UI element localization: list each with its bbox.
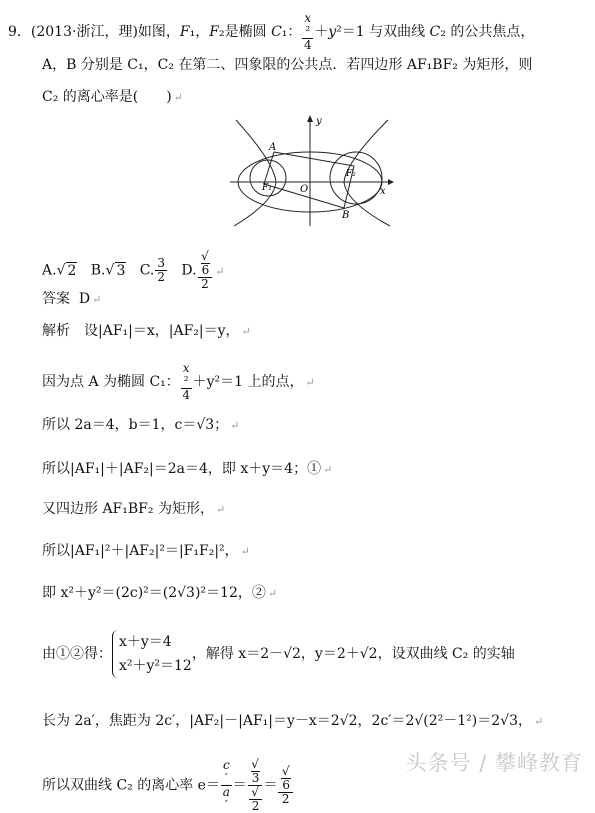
options-line: A.√ 2 B.√ 3 C. $\frac{3}{2}$ D. √ 6 2 ↵: [42, 249, 225, 291]
fraction-root3-over-root2: √ 3 √ 2: [248, 758, 263, 813]
watermark: 头条号 / 攀峰教育: [405, 751, 583, 775]
option-c-fraction: $\frac{3}{2}$: [157, 256, 166, 284]
solution-line-5: 又四边形 AF₁BF₂ 为矩形， ↵: [42, 501, 226, 517]
solution-line-3: 所以 2a＝4，b＝1，c＝√3； ↵: [42, 417, 240, 433]
option-d-fraction: √ 6 2: [198, 250, 213, 291]
x-axis-arrow: [388, 179, 394, 185]
label-f2: F₂: [346, 169, 356, 179]
equation-system: x＋y＝4 x²＋y²＝12: [112, 630, 192, 678]
label-o: O: [300, 184, 309, 195]
label-a: A: [269, 142, 277, 153]
label-b: B: [342, 210, 350, 221]
solution-line-1: 解析 设|AF₁|＝x，|AF₂|＝y， ↵: [42, 323, 251, 339]
answer-line: 答案 D ↵: [42, 291, 102, 307]
solution-fraction-x2-over-4: x ² 4: [182, 361, 190, 402]
label-f1: F₁: [262, 183, 272, 193]
ellipse-hyperbola-figure: [228, 110, 398, 230]
fraction-x2-over-4: x ² 4: [303, 11, 312, 52]
label-y: y: [316, 116, 322, 127]
y-axis-arrow: [307, 115, 313, 122]
solution-line-7: 即 x²＋y²＝(2c)²＝(2√3)²＝12，② ↵: [42, 585, 278, 601]
solution-line-6: 所以|AF₁|²＋|AF₂|²＝|F₁F₂|²， ↵: [42, 543, 250, 559]
right-curve: [330, 152, 382, 204]
solution-line-4: 所以|AF₁|＋|AF₂|＝2a＝4，即 x＋y＝4；① ↵: [42, 461, 333, 477]
problem-line-3: C₂ 的离心率是( ) ↵: [42, 89, 183, 105]
label-x: x: [380, 186, 386, 197]
solution-line-8: 由①②得：x＋y＝4 x²＋y²＝12，解得 x＝2－√2，y＝2＋√2，设双曲线 C₂ 的实轴: [42, 630, 515, 678]
fraction-root6-over-2: √ 6 2: [278, 765, 293, 806]
solution-line-10: 所以双曲线 C₂ 的离心率 e＝ c ′ a ′ ＝ √ 3 √ 2 ＝ √ 6 2: [42, 758, 294, 813]
solution-line-9: 长为 2a′，焦距为 2c′，|AF₂|－|AF₁|＝y－x＝2√2，2c′＝2√(2²－1²)＝2√3， ↵: [42, 713, 544, 729]
fraction-c-prime-over-a-prime: c ′ a ′: [222, 758, 230, 812]
problem-line-1: 9．(2013·浙江，理)如图，F₁，F₂是椭圆 C₁： x ² 4 ＋y²＝1 与双曲线 C₂ 的公共焦点，: [8, 11, 535, 52]
solution-line-2: 因为点 A 为椭圆 C₁： x ² 4 ＋y²＝1 上的点， ↵: [42, 361, 315, 402]
problem-line-2: A，B 分别是 C₁，C₂ 在第二、四象限的公共点．若四边形 AF₁BF₂ 为矩形，则: [42, 57, 533, 73]
hyperbola-left-branch: [234, 120, 276, 226]
rectangle-af1bf2: [264, 152, 354, 208]
